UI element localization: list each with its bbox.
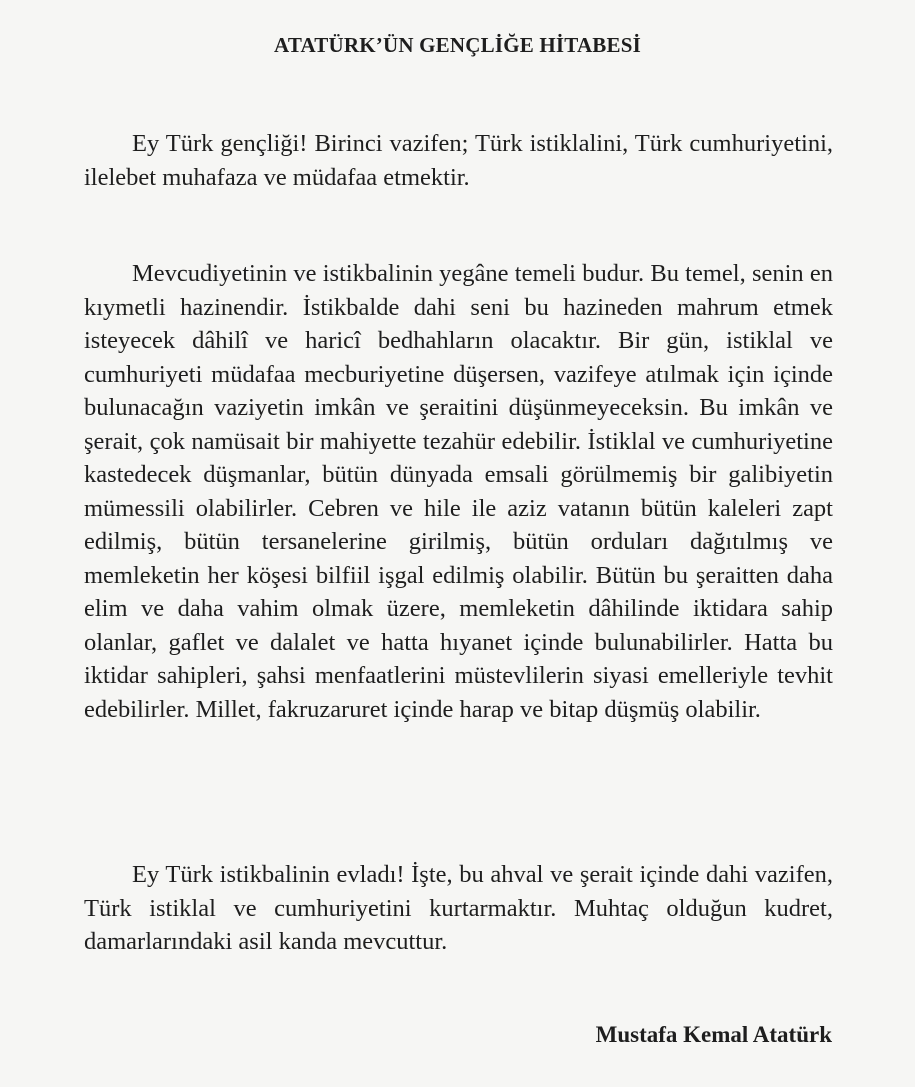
document-title: ATATÜRK’ÜN GENÇLİĞE HİTABESİ <box>274 33 641 57</box>
paragraph-1: Ey Türk gençliği! Birinci vazifen; Türk istiklalini, Türk cumhuriyetini, ilelebet muhafaza ve müdafaa etmektir. <box>84 130 833 191</box>
paragraph-2: Mevcudiyetinin ve istikbalinin yegâne temeli budur. Bu temel, senin en kıymetli hazinendir. İstikbalde dahi seni bu hazineden mahrum etmek isteyecek dâhilî ve haricî bedhahların olacaktır. Bir gün, istiklal ve cumhuriyeti müdafaa mecburiyetine düşersen, vazifeye atılmak için içinde bulunacağın vaziyetin imkân ve şeraitini düşünmeyeceksin. Bu imkân ve şerait, çok namüsait bir mahiyette tezahür edebilir. İstiklal ve cumhuriyetine kastedecek düşmanlar, bütün dünyada emsali görülmemiş bir galibiyetin mümessili olabilirler. Cebren ve hile ile aziz vatanın bütün kaleleri zapt edilmiş, bütün tersanelerine girilmiş, bütün orduları dağıtılmış ve memleketin her köşesi bilfiil işgal edilmiş olabilir. Bütün bu şeraitten daha elim ve daha vahim olmak üzere, memleketin dâhilinde iktidara sahip olanlar, gaflet ve dalalet ve hatta hıyanet içinde bulunabilirler. Hatta bu iktidar sahipleri, şahsi menfaatlerini müstevlilerin siyasi emelleriyle tevhit edebilirler. Millet, fakruzaruret içinde harap ve bitap düşmüş olabilir. <box>84 260 833 723</box>
signature: Mustafa Kemal Atatürk <box>595 1022 832 1047</box>
paragraph-3: Ey Türk istikbalinin evladı! İşte, bu ahval ve şerait içinde dahi vazifen, Türk istiklal ve cumhuriyetini kurtarmaktır. Muhtaç olduğun kudret, damarlarındaki asil kanda mevcuttur. <box>84 861 833 955</box>
